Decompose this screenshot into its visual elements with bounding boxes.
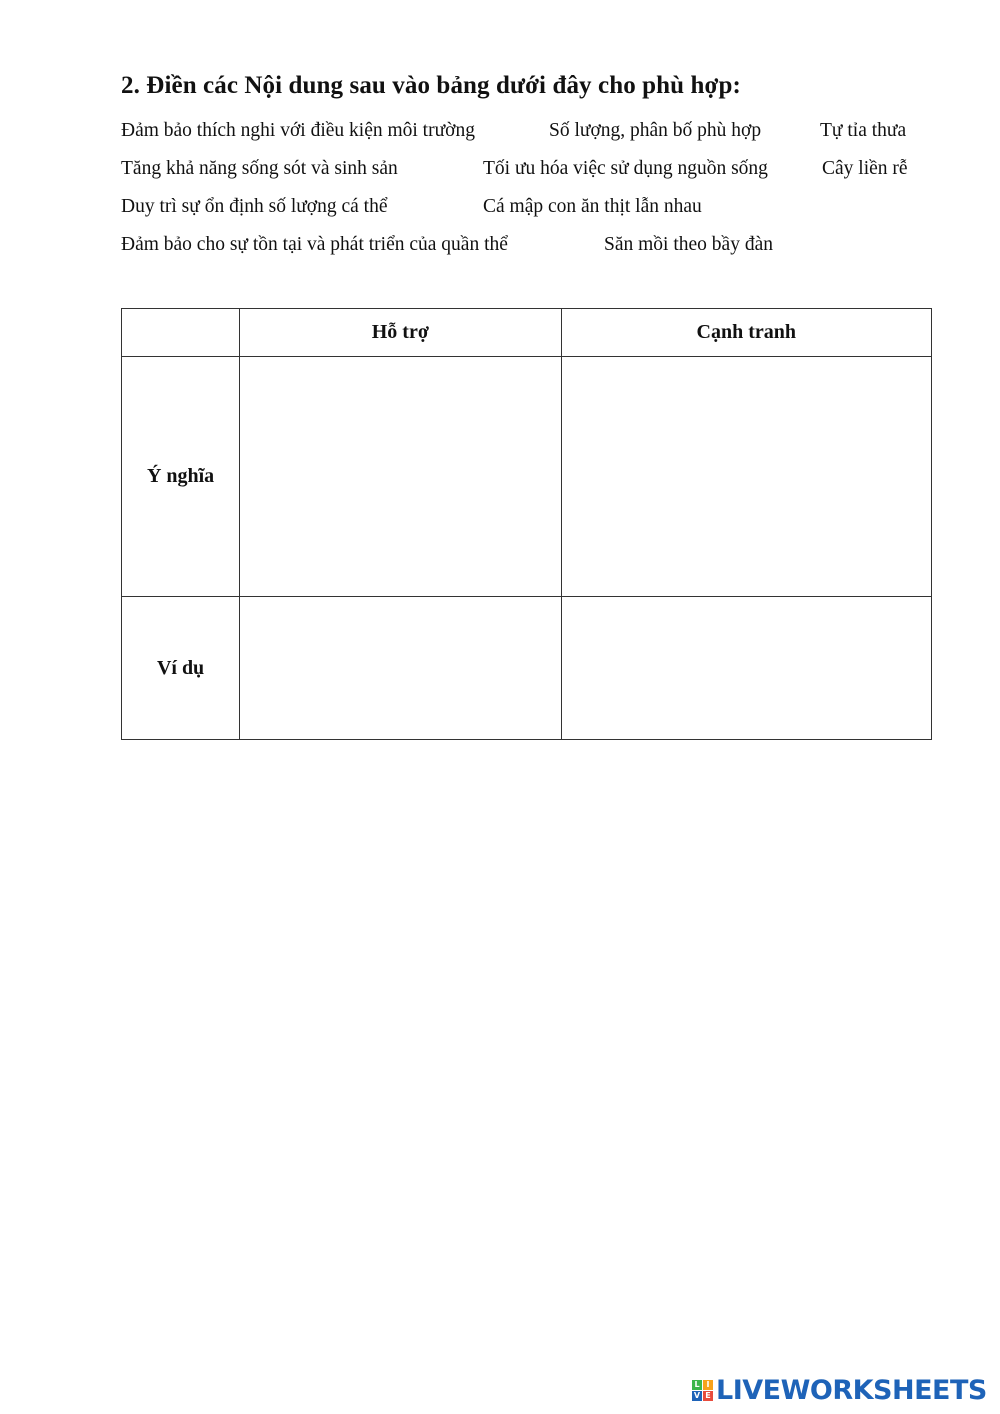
word-bank-item[interactable]: Tăng khả năng sống sót và sinh sản xyxy=(121,158,398,179)
table-header-row xyxy=(122,309,932,357)
logo-mark-icon xyxy=(692,1380,713,1401)
word-bank-item[interactable]: Cá mập con ăn thịt lẫn nhau xyxy=(483,196,702,217)
row-label-y-nghia: Ý nghĩa xyxy=(122,357,240,597)
table-row xyxy=(122,357,932,597)
logo-letter: I xyxy=(703,1380,713,1390)
word-bank-row-1 xyxy=(121,120,921,148)
logo-letter: L xyxy=(692,1380,702,1390)
table-header-empty xyxy=(122,309,240,357)
logo-letter: V xyxy=(693,1390,701,1400)
logo-letter: E xyxy=(703,1391,713,1401)
drop-zone-vi-du-ho-tro[interactable] xyxy=(240,597,561,740)
liveworksheets-logo xyxy=(692,1374,987,1406)
word-bank-item[interactable]: Tối ưu hóa việc sử dụng nguồn sống xyxy=(483,158,768,179)
word-bank-item[interactable]: Tự tỉa thưa xyxy=(820,120,907,141)
word-bank-item[interactable]: Đảm bảo cho sự tồn tại và phát triển của quần thể xyxy=(121,234,508,255)
drop-zone-y-nghia-canh-tranh[interactable] xyxy=(561,357,931,597)
word-bank-item[interactable]: Săn mồi theo bầy đàn xyxy=(604,234,773,255)
word-bank-item[interactable]: Số lượng, phân bố phù hợp xyxy=(549,120,762,141)
word-bank-row-4 xyxy=(121,234,921,262)
table-row xyxy=(122,597,932,740)
row-label-vi-du: Ví dụ xyxy=(122,597,240,740)
word-bank-item[interactable]: Cây liền rễ xyxy=(822,158,908,179)
drop-zone-vi-du-canh-tranh[interactable] xyxy=(561,597,931,740)
word-bank-item[interactable]: Đảm bảo thích nghi với điều kiện môi trường xyxy=(121,120,475,141)
word-bank-row-3 xyxy=(121,196,921,224)
word-bank-row-2 xyxy=(121,158,921,186)
table-header-canh-tranh: Cạnh tranh xyxy=(561,309,931,357)
table-header-ho-tro: Hỗ trợ xyxy=(240,309,561,357)
drop-zone-y-nghia-ho-tro[interactable] xyxy=(240,357,561,597)
page-title: 2. Điền các Nội dung sau vào bảng dưới đây cho phù hợp: xyxy=(121,72,741,99)
logo-text: LIVEWORKSHEETS xyxy=(716,1374,987,1406)
word-bank-item[interactable]: Duy trì sự ổn định số lượng cá thể xyxy=(121,196,388,217)
answer-table xyxy=(121,308,932,740)
